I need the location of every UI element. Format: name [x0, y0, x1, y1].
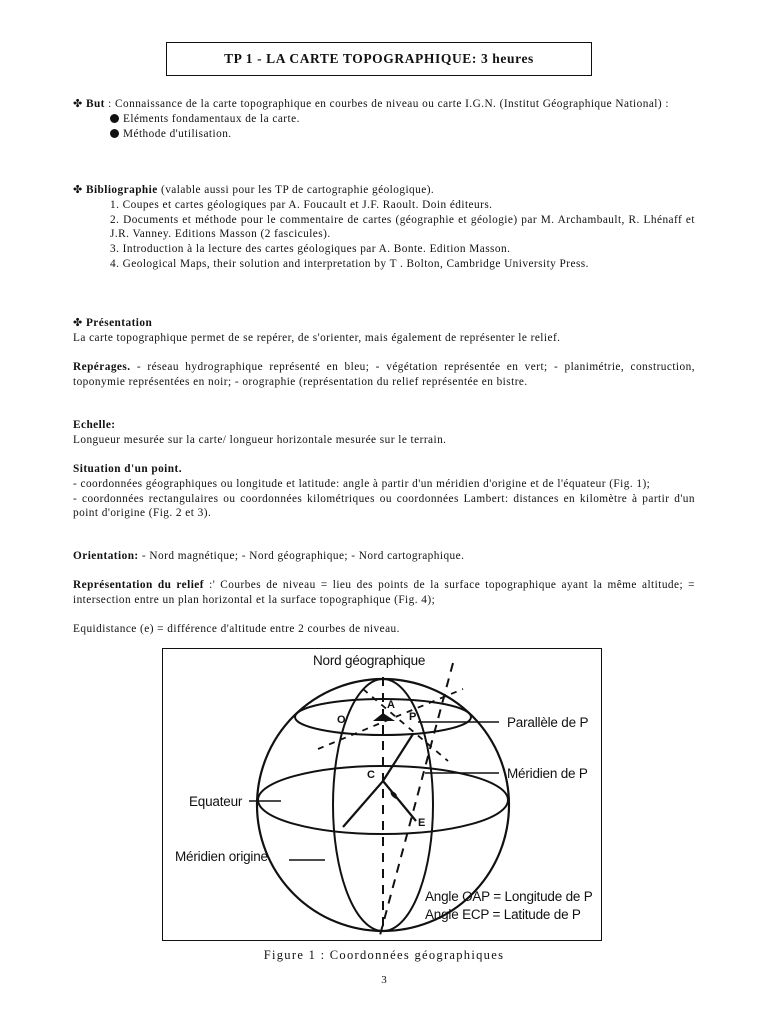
presentation-text: La carte topographique permet de se repérer, de s'orienter, mais également de représenter le relief. [73, 331, 561, 344]
label-meridien-origine: Méridien origine [175, 849, 268, 864]
section-presentation [73, 316, 695, 346]
orientation-text: - Nord magnétique; - Nord géographique; - Nord cartographique. [138, 550, 465, 562]
bibliographie-item: 2. Documents et méthode pour le commentaire de cartes (géographie et géologie) par M. Archambault, R. Lhénaff et J.R. Vanney. Editions Masson (2 fascicules). [110, 213, 695, 241]
radius-cp [383, 734, 413, 781]
reperages-label: Repérages. [73, 361, 131, 373]
bibliographie-label: Bibliographie [85, 184, 158, 196]
bibliographie-item: 1. Coupes et cartes géologiques par A. Foucault et J.F. Raoult. Doin éditeurs. [110, 198, 493, 211]
bullet-dot-icon [110, 129, 119, 138]
angle-ecp-mark [391, 791, 397, 799]
section-equidistance [73, 622, 695, 637]
radius-ce [383, 781, 416, 821]
but-item: Méthode d'utilisation. [123, 127, 232, 140]
relief-text: :' Courbes de niveau = lieu des points de la surface topographique ayant la même altitude; = intersection entre un plan horizontal et la surface topographique (Fig. 4); [73, 579, 696, 606]
page-number: 3 [381, 974, 387, 986]
section-but [73, 97, 695, 141]
bullet-dot-icon [110, 114, 119, 123]
figure-geographic-coordinates [162, 648, 602, 941]
reperages-text: - réseau hydrographique représenté en bleu; - végétation représentée en vert; - planimétrie, construction, toponymie représentées en noir; - orographie (représentation du relief représentée en bistre. [73, 361, 695, 388]
but-label: But [85, 98, 105, 110]
echelle-label: Echelle: [73, 419, 116, 431]
orientation-label: Orientation: [73, 550, 139, 562]
point-a-label: A [387, 699, 395, 711]
bibliographie-item: 3. Introduction à la lecture des cartes géologiques par A. Bonte. Edition Masson. [110, 243, 511, 256]
presentation-label: Présentation [85, 317, 153, 329]
label-angle-oap: Angle OAP = Longitude de P [425, 889, 593, 904]
bullet-cross-icon: ✤ [73, 183, 83, 196]
situation-item: - coordonnées géographiques ou longitude et latitude: angle à partir d'un méridien d'origine et de l'équateur (Fig. 1); [73, 477, 651, 490]
label-meridien-p: Méridien de P [507, 766, 588, 781]
relief-label: Représentation du relief [73, 579, 204, 591]
section-reperages [73, 360, 695, 390]
situation-item: - coordonnées rectangulaires ou coordonnées kilométriques ou coordonnées Lambert: distances en kilomètre à partir d'un point d'origine (Fig. 2 et 3). [73, 492, 695, 520]
figure-caption: Figure 1 : Coordonnées géographiques [263, 948, 505, 962]
radius-co [343, 781, 383, 827]
section-echelle [73, 418, 695, 448]
bullet-cross-icon: ✤ [73, 97, 83, 110]
point-p-label: P [409, 711, 417, 723]
but-item: Eléments fondamentaux de la carte. [123, 112, 300, 125]
label-equateur: Equateur [189, 794, 243, 809]
situation-label: Situation d'un point. [73, 463, 182, 475]
section-situation [73, 462, 695, 521]
page-title: TP 1 - LA CARTE TOPOGRAPHIQUE: 3 heures [166, 42, 592, 76]
section-relief [73, 578, 695, 608]
section-bibliographie [73, 183, 695, 272]
but-text: : Connaissance de la carte topographique en courbes de niveau ou carte I.G.N. (Institut Géographique National) : [104, 98, 669, 110]
point-e-label: E [418, 817, 426, 829]
echelle-text: Longueur mesurée sur la carte/ longueur horizontale mesurée sur le terrain. [73, 433, 447, 446]
label-angle-ecp: Angle ECP = Latitude de P [425, 907, 581, 922]
section-orientation [73, 549, 695, 564]
point-c-label: C [367, 769, 375, 781]
equidistance-text: Equidistance (e) = différence d'altitude entre 2 courbes de niveau. [73, 623, 400, 635]
label-parallele-p: Parallèle de P [507, 715, 589, 730]
bibliographie-text: (valable aussi pour les TP de cartographie géologique). [157, 184, 435, 196]
bullet-cross-icon: ✤ [73, 316, 83, 329]
point-o-label: O [337, 714, 346, 726]
label-nord-geographique: Nord géographique [313, 653, 426, 668]
bibliographie-item: 4. Geological Maps, their solution and interpretation by T . Bolton, Cambridge University Press. [110, 257, 589, 270]
